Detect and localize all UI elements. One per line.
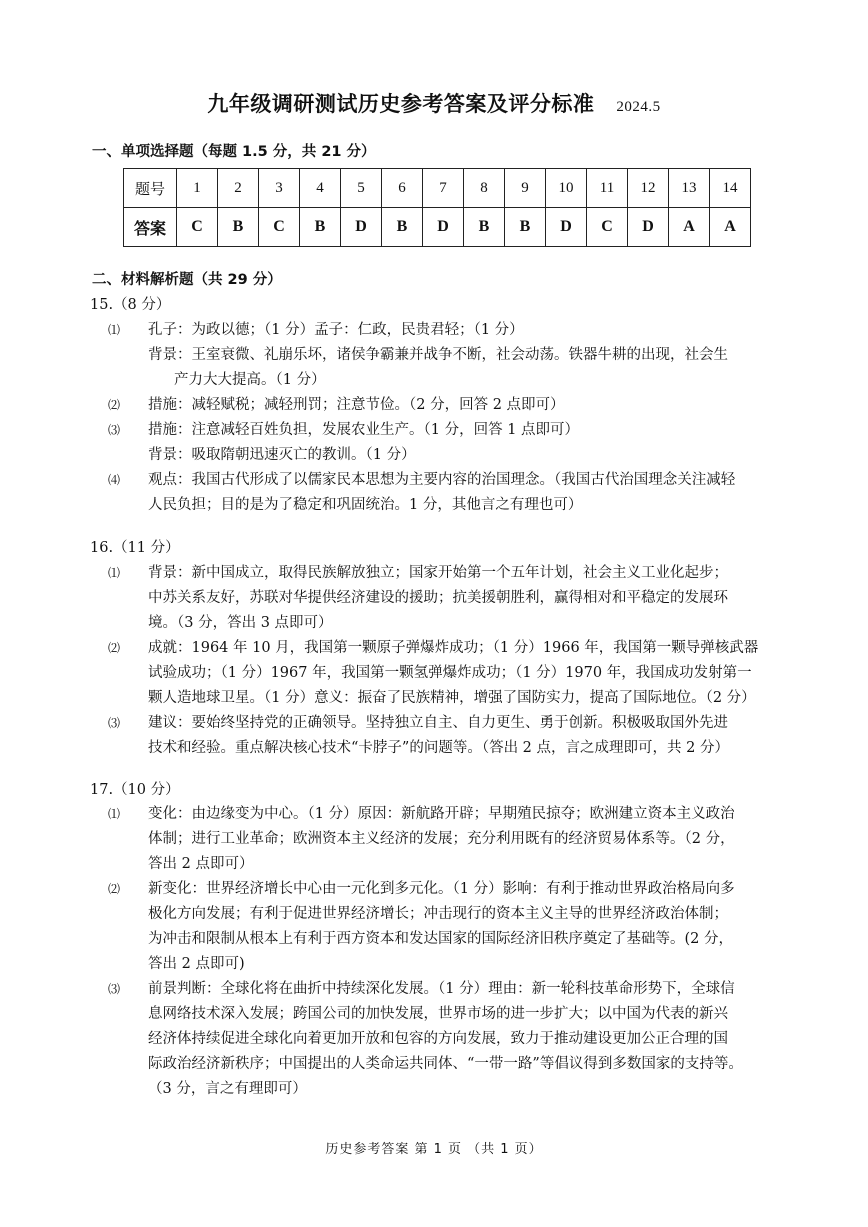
question-number-cell: 1 bbox=[177, 169, 218, 208]
answer-cell: C bbox=[587, 208, 628, 247]
item-text-line: 人民负担；目的是为了稳定和巩固统治。1 分，其他言之有理也可） bbox=[148, 497, 583, 513]
item-text-line: 境。（3 分，答出 3 点即可） bbox=[148, 615, 333, 631]
item-text-line: 产力大大提高。（1 分） bbox=[174, 372, 326, 388]
answer-cell: B bbox=[300, 208, 341, 247]
answer-cell: B bbox=[464, 208, 505, 247]
answer-cell: C bbox=[177, 208, 218, 247]
q15-item bbox=[108, 418, 780, 443]
item-text-line: 背景：吸取隋朝迅速灭亡的教训。（1 分） bbox=[148, 447, 416, 463]
item-text-line: 背景：新中国成立，取得民族解放独立；国家开始第一个五年计划，社会主义工业化起步； bbox=[148, 565, 728, 581]
question-number-cell: 9 bbox=[505, 169, 546, 208]
q16-item bbox=[108, 561, 780, 636]
item-number: ⑶ bbox=[108, 423, 121, 437]
q15-heading: 15.（8 分） bbox=[90, 297, 171, 313]
item-text-line: 答出 2 点即可) bbox=[148, 956, 245, 972]
q16-item bbox=[108, 711, 780, 761]
item-text-line: 答出 2 点即可） bbox=[148, 856, 254, 872]
q15-item bbox=[108, 468, 780, 518]
item-text-line: 观点：我国古代形成了以儒家民本思想为主要内容的治国理念。（我国古代治国理念关注减轻 bbox=[148, 472, 736, 488]
item-text-line: 背景：王室衰微、礼崩乐坏，诸侯争霸兼并战争不断，社会动荡。铁器牛耕的出现，社会生 bbox=[148, 347, 728, 363]
question-number-row bbox=[124, 169, 751, 208]
question-number-cell: 3 bbox=[259, 169, 300, 208]
item-text-line: 成就：1964 年 10 月，我国第一颗原子弹爆炸成功；（1 分）1966 年，我国第一颗导弹核武器 bbox=[148, 640, 759, 656]
answer-cell: D bbox=[423, 208, 464, 247]
item-text-line: 中苏关系友好，苏联对华提供经济建设的援助；抗美援朝胜利，赢得相对和平稳定的发展环 bbox=[148, 590, 728, 606]
q15-item bbox=[108, 393, 780, 418]
item-text-line: 颗人造地球卫星。（1 分）意义：振奋了民族精神，增强了国防实力，提高了国际地位。（2 分） bbox=[148, 690, 756, 706]
q17-item bbox=[108, 877, 780, 977]
item-text-line: 建议：要始终坚持党的正确领导。坚持独立自主、自力更生、勇于创新。积极吸取国外先进 bbox=[148, 715, 728, 731]
answer-cell: C bbox=[259, 208, 300, 247]
item-number: ⑶ bbox=[108, 982, 121, 996]
item-text-line: 为冲击和限制从根本上有利于西方资本和发达国家的国际经济旧秩序奠定了基础等。(2 分， bbox=[148, 931, 733, 947]
question-number-cell: 13 bbox=[669, 169, 710, 208]
answer-cell: B bbox=[382, 208, 423, 247]
q15-item bbox=[108, 343, 780, 393]
page-footer: 历史参考答案 第 1 页 （共 1 页） bbox=[325, 1142, 543, 1157]
item-text-line: 新变化：世界经济增长中心由一元化到多元化。（1 分）影响：有利于推动世界政治格局向多 bbox=[148, 881, 735, 897]
answer-table bbox=[123, 168, 751, 247]
q15-item bbox=[108, 318, 780, 343]
item-number: ⑶ bbox=[108, 716, 121, 730]
item-number: ⑵ bbox=[108, 641, 121, 655]
item-text-line: 技术和经验。重点解决核心技术“卡脖子”的问题等。（答出 2 点，言之成理即可，共 2 分） bbox=[148, 740, 729, 756]
answer-cell: A bbox=[669, 208, 710, 247]
item-number: ⑴ bbox=[108, 566, 121, 580]
title-date: 2024.5 bbox=[616, 99, 661, 115]
answer-cell: D bbox=[628, 208, 669, 247]
item-number: ⑷ bbox=[108, 473, 121, 487]
question-number-cell: 12 bbox=[628, 169, 669, 208]
item-text-line: 体制；进行工业革命；欧洲资本主义经济的发展；充分利用既有的经济贸易体系等。（2 分， bbox=[148, 831, 735, 847]
question-number-cell: 6 bbox=[382, 169, 423, 208]
item-text-line: 经济体持续促进全球化向着更加开放和包容的方向发展，致力于推动建设更加公正合理的国 bbox=[148, 1031, 728, 1047]
item-number: ⑴ bbox=[108, 323, 121, 337]
question-number-cell: 8 bbox=[464, 169, 505, 208]
question-number-cell: 5 bbox=[341, 169, 382, 208]
item-text-line: 孔子：为政以德；（1 分）孟子：仁政，民贵君轻；（1 分） bbox=[148, 322, 524, 338]
item-text-line: 措施：注意减轻百姓负担，发展农业生产。（1 分，回答 1 点即可） bbox=[148, 422, 580, 438]
q17-heading: 17.（10 分） bbox=[90, 782, 180, 798]
item-text-line: 前景判断：全球化将在曲折中持续深化发展。（1 分）理由：新一轮科技革命形势下，全球信 bbox=[148, 981, 735, 997]
item-text-line: 息网络技术深入发展；跨国公司的加快发展，世界市场的进一步扩大；以中国为代表的新兴 bbox=[148, 1006, 728, 1022]
document-title bbox=[0, 88, 868, 118]
answer-cell: B bbox=[218, 208, 259, 247]
item-text-line: 极化方向发展；有利于促进世界经济增长；冲击现行的资本主义主导的世界经济政治体制； bbox=[148, 906, 728, 922]
answer-label: 答案 bbox=[124, 208, 177, 247]
q16-heading: 16.（11 分） bbox=[90, 540, 180, 556]
question-number-cell: 14 bbox=[710, 169, 751, 208]
q17-item bbox=[108, 977, 780, 1102]
question-number-cell: 4 bbox=[300, 169, 341, 208]
question-number-cell: 11 bbox=[587, 169, 628, 208]
question-number-cell: 2 bbox=[218, 169, 259, 208]
q15-item bbox=[108, 443, 780, 468]
question-number-cell: 7 bbox=[423, 169, 464, 208]
item-text-line: 变化：由边缘变为中心。（1 分）原因：新航路开辟；早期殖民掠夺；欧洲建立资本主义政治 bbox=[148, 806, 735, 822]
item-text-line: 际政治经济新秩序；中国提出的人类命运共同体、“一带一路”等倡议得到多数国家的支持等。 bbox=[148, 1056, 743, 1072]
question-number-label: 题号 bbox=[124, 169, 177, 208]
item-text-line: （3 分，言之有理即可） bbox=[148, 1081, 307, 1097]
answer-cell: A bbox=[710, 208, 751, 247]
item-text-line: 措施：减轻赋税；减轻刑罚；注意节俭。（2 分，回答 2 点即可） bbox=[148, 397, 565, 413]
section2-heading: 二、材料解析题（共 29 分） bbox=[92, 272, 282, 288]
answer-cell: D bbox=[546, 208, 587, 247]
section1-heading: 一、单项选择题（每题 1.5 分，共 21 分） bbox=[92, 144, 376, 160]
answer-cell: D bbox=[341, 208, 382, 247]
question-number-cell: 10 bbox=[546, 169, 587, 208]
item-number: ⑵ bbox=[108, 882, 121, 896]
answer-cell: B bbox=[505, 208, 546, 247]
answer-row bbox=[124, 208, 751, 247]
item-number: ⑴ bbox=[108, 807, 121, 821]
q16-item bbox=[108, 636, 780, 711]
q17-item bbox=[108, 802, 780, 877]
title-text: 九年级调研测试历史参考答案及评分标准 bbox=[207, 92, 595, 116]
item-text-line: 试验成功；（1 分）1967 年，我国第一颗氢弹爆炸成功；（1 分）1970 年，我国成功发射第一 bbox=[148, 665, 752, 681]
item-number: ⑵ bbox=[108, 398, 121, 412]
